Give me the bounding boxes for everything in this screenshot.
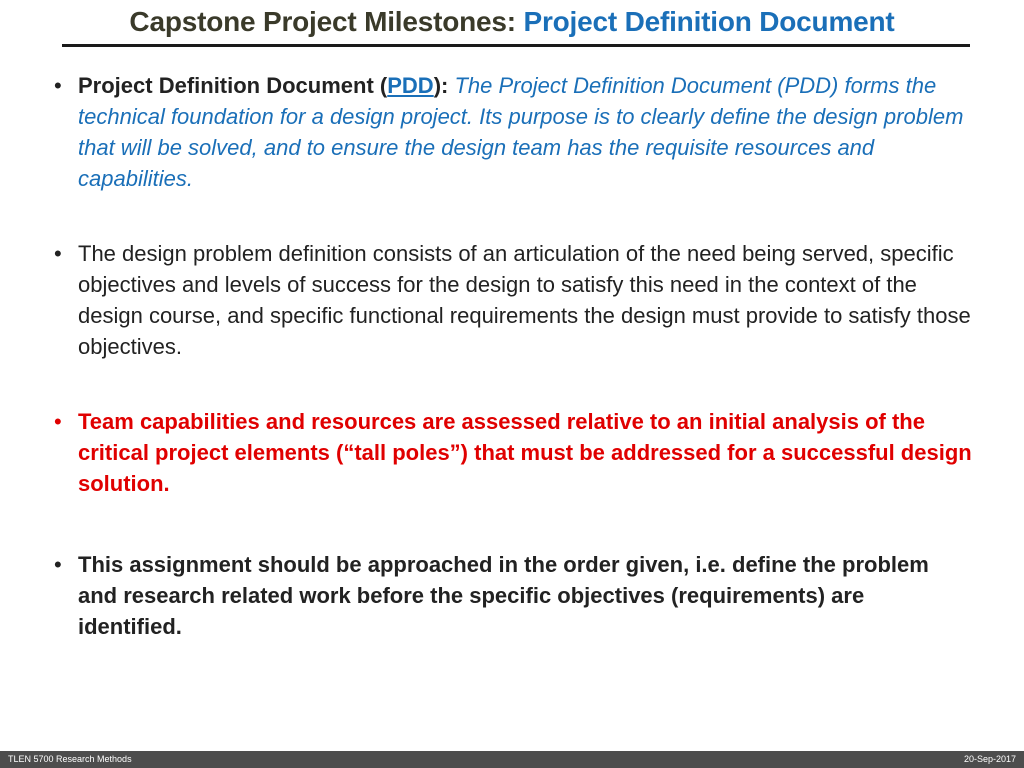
title-divider (62, 44, 970, 47)
bullet-pdd-definition (52, 70, 972, 194)
footer-course-name: TLEN 5700 Research Methods (8, 754, 132, 764)
assignment-order-text: This assignment should be approached in the order given, i.e. define the problem and research related work before the specific objectives (requirements) are identified. (78, 552, 929, 639)
bullet-marker: • (54, 552, 62, 577)
team-capabilities-text: Team capabilities and resources are assessed relative to an initial analysis of the critical project elements (“tall poles”) that must be addressed for a successful design solution. (78, 409, 972, 496)
bullet-marker: • (54, 409, 62, 434)
bullet-list (52, 70, 972, 642)
slide-title (0, 6, 1024, 38)
pdd-heading-suffix: ): (433, 73, 455, 98)
bullet-team-capabilities (52, 406, 972, 499)
footer-date: 20-Sep-2017 (963, 754, 1016, 764)
bullet-problem-definition (52, 238, 972, 362)
pdd-link[interactable]: PDD (387, 73, 434, 98)
problem-definition-text: The design problem definition consists of an articulation of the need being served, specific objectives and levels of success for the design to satisfy this need in the context of the design course, and specific functional requirements the design must provide to satisfy those objectives. (78, 241, 971, 359)
bullet-marker: • (54, 73, 62, 98)
slide-title-main: Capstone Project Milestones: (129, 6, 524, 37)
bullet-marker: • (54, 241, 62, 266)
pdd-description: The Project Definition Document (PDD) forms the technical foundation for a design project. Its purpose is to clearly define the design problem that will be solved, and to ensure the design team has the requisite resources and capabilities. (78, 73, 964, 191)
pdd-heading-prefix: Project Definition Document ( (78, 73, 388, 98)
slide-footer (0, 751, 1024, 768)
bullet-assignment-order (52, 549, 972, 642)
slide-title-accent: Project Definition Document (523, 6, 895, 37)
